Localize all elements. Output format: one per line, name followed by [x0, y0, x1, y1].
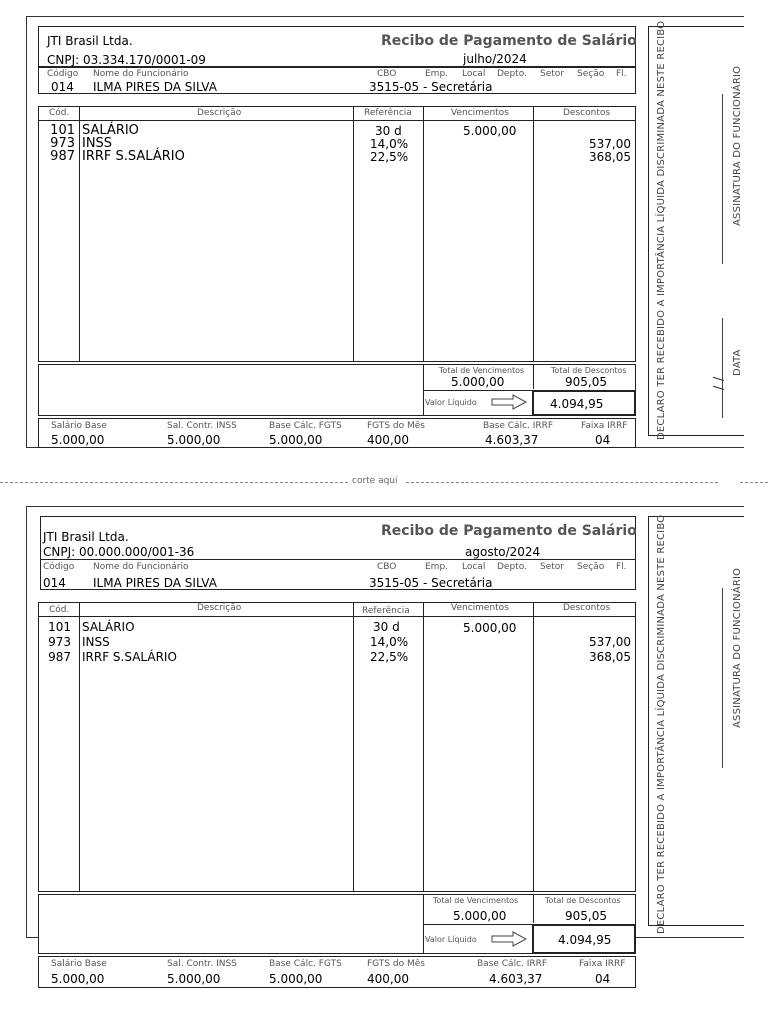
net-value: 4.094,95: [558, 933, 612, 947]
header-box: [40, 516, 636, 560]
payslip-august: [26, 506, 744, 986]
col-venc: Vencimentos: [451, 108, 509, 118]
total-desc-label: Total de Descontos: [551, 366, 627, 375]
local-label: Local: [462, 69, 486, 79]
base-calc-irrf: 4.603,37: [489, 972, 543, 986]
declaration-text: DECLARO TER RECEBIDO A IMPORTÂNCIA LÍQUIDA DISCRIMINADA NESTE RECIBO: [656, 514, 667, 934]
cbo-label: CBO: [377, 69, 397, 79]
company-cnpj: CNPJ: 03.334.170/0001-09: [47, 53, 206, 67]
fgts-mes: 400,00: [367, 972, 409, 986]
signature-line: [722, 588, 723, 768]
total-desc: 905,05: [565, 909, 607, 923]
items-table: Cód. Descrição Referência Vencimentos Descontos 101 SALÁRIO 30 d 5.000,00 973 INSS 14,0% 537,00 987 IRRF S.SALÁRIO 22,5% 368,05: [38, 106, 636, 362]
date-slashes: / /: [712, 376, 727, 390]
total-desc-label: Total de Descontos: [545, 896, 621, 905]
col-ref: Referência: [364, 108, 412, 118]
col-cod: Cód.: [49, 605, 70, 615]
col-venc: Vencimentos: [451, 603, 509, 613]
salario-base: 5.000,00: [51, 972, 105, 986]
total-venc: 5.000,00: [453, 909, 507, 923]
col-desc: Descrição: [197, 603, 242, 613]
footer-box: Salário Base Sal. Contr. INSS Base Cálc. FGTS FGTS do Mês Base Cálc. IRRF Faixa IRRF 5.000,00 5.000,00 5.000,00 400,00 4.603,37 04: [38, 418, 636, 448]
faixa-irrf: 04: [595, 433, 611, 447]
signature-area: [648, 506, 744, 938]
code-label: Código: [47, 69, 79, 79]
net-value-box: [532, 390, 636, 416]
pay-period: julho/2024: [463, 52, 527, 66]
cut-label: corte aqui: [352, 476, 398, 486]
col-desc: Descrição: [197, 108, 242, 118]
valor-liquido-label: Valor Líquido: [425, 935, 477, 944]
employee-name: ILMA PIRES DA SILVA: [93, 576, 217, 590]
base-calc-fgts: 5.000,00: [269, 433, 323, 447]
total-desc: 905,05: [565, 375, 607, 389]
cbo-value: 3515-05 - Secretária: [369, 576, 493, 590]
col-descontos: Descontos: [563, 603, 611, 613]
valor-liquido-label: Valor Líquido: [425, 398, 477, 407]
document-title: Recibo de Pagamento de Salário: [381, 33, 637, 49]
fl-label: Fl.: [616, 562, 627, 572]
net-value-box: [532, 924, 636, 954]
faixa-irrf: 04: [595, 972, 611, 986]
secao-label: Seção: [577, 69, 605, 79]
signature-label: ASSINATURA DO FUNCIONÁRIO: [732, 65, 743, 226]
employee-code: 014: [43, 576, 66, 590]
company-name: JTI Brasil Ltda.: [47, 34, 133, 48]
emp-label: Emp.: [425, 69, 449, 79]
pay-period: agosto/2024: [465, 545, 541, 559]
net-value: 4.094,95: [550, 397, 604, 411]
employee-box: [38, 68, 636, 94]
header-box: [38, 26, 636, 68]
local-label: Local: [462, 562, 486, 572]
col-cod: Cód.: [49, 108, 70, 118]
date-label: DATA: [732, 349, 743, 376]
emp-label: Emp.: [425, 562, 449, 572]
date-line: [722, 318, 723, 418]
document-title: Recibo de Pagamento de Salário: [381, 523, 637, 539]
col-ref: Referência: [362, 606, 410, 616]
setor-label: Setor: [540, 69, 564, 79]
company-cnpj: CNPJ: 00.000.000/001-36: [43, 545, 195, 559]
col-descontos: Descontos: [563, 108, 611, 118]
fgts-mes: 400,00: [367, 433, 409, 447]
sal-contr-inss: 5.000,00: [167, 972, 221, 986]
cbo-value: 3515-05 - Secretária: [369, 80, 493, 94]
total-venc-label: Total de Vencimentos: [433, 896, 519, 905]
fl-label: Fl.: [616, 69, 627, 79]
items-table: Cód. Descrição Referência Vencimentos Descontos 101 SALÁRIO 30 d 5.000,00 973 INSS 14,0% 537,00 987 IRRF S.SALÁRIO 22,5% 368,05: [38, 602, 636, 892]
depto-label: Depto.: [497, 562, 527, 572]
company-name: JTI Brasil Ltda.: [43, 530, 129, 544]
name-label: Nome do Funcionário: [93, 69, 189, 79]
cbo-label: CBO: [377, 562, 397, 572]
declaration-text: DECLARO TER RECEBIDO A IMPORTÂNCIA LÍQUIDA DISCRIMINADA NESTE RECIBO: [656, 20, 667, 440]
signature-label: ASSINATURA DO FUNCIONÁRIO: [732, 567, 743, 728]
setor-label: Setor: [540, 562, 564, 572]
footer-box: Salário Base Sal. Contr. INSS Base Cálc. FGTS FGTS do Mês Base Cálc. IRRF Faixa IRRF 5.000,00 5.000,00 5.000,00 400,00 4.603,37 04: [38, 956, 636, 988]
signature-line: [722, 94, 723, 264]
secao-label: Seção: [577, 562, 605, 572]
sal-contr-inss: 5.000,00: [167, 433, 221, 447]
cut-line: [0, 476, 768, 488]
name-label: Nome do Funcionário: [93, 562, 189, 572]
arrow-right-icon: [491, 931, 527, 947]
code-label: Código: [43, 562, 75, 572]
total-venc-label: Total de Vencimentos: [439, 366, 525, 375]
base-calc-irrf: 4.603,37: [485, 433, 539, 447]
signature-area: [648, 16, 744, 448]
salario-base: 5.000,00: [51, 433, 105, 447]
base-calc-fgts: 5.000,00: [269, 972, 323, 986]
employee-name: ILMA PIRES DA SILVA: [93, 80, 217, 94]
payslip-july: [26, 16, 744, 448]
employee-box: [40, 560, 636, 590]
employee-code: 014: [51, 80, 74, 94]
depto-label: Depto.: [497, 69, 527, 79]
arrow-right-icon: [491, 394, 527, 410]
total-venc: 5.000,00: [451, 375, 505, 389]
